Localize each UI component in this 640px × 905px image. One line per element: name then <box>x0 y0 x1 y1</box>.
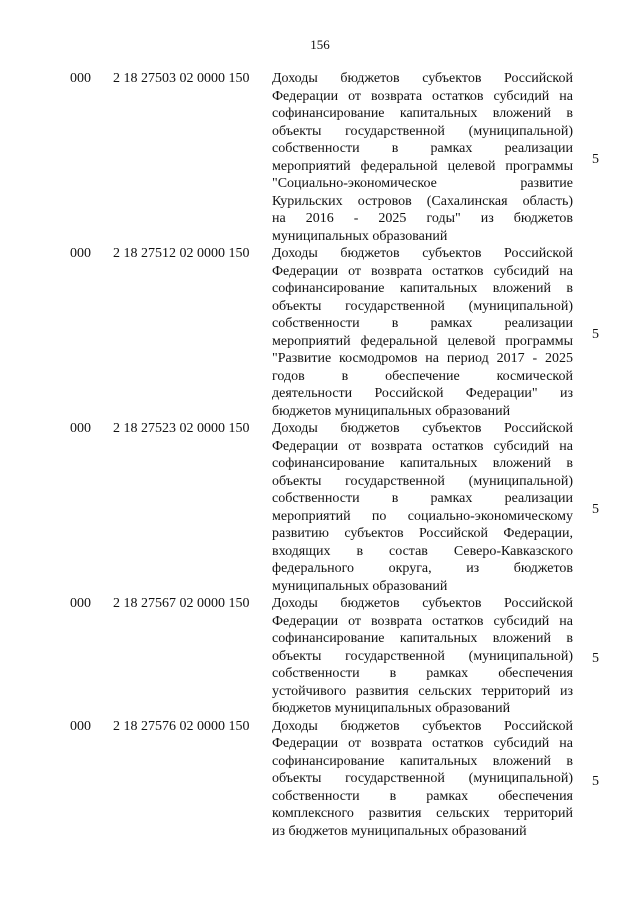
revenue-description <box>272 70 573 245</box>
description-line: объекты государственной (муниципальной) <box>272 298 573 314</box>
description-line: Доходы бюджетов субъектов Российской <box>272 246 573 261</box>
table-row <box>0 595 640 718</box>
description-line: объекты государственной (муниципальной) <box>272 648 573 664</box>
normative-value: 5 <box>592 651 599 666</box>
table-row <box>0 245 640 420</box>
description-line: из бюджетов муниципальных образований <box>272 823 527 839</box>
normative-value: 5 <box>592 773 599 789</box>
description-line: Доходы бюджетов субъектов Российской <box>272 421 573 436</box>
description-line: Курильских островов (Сахалинская область) <box>272 193 573 209</box>
description-line: муниципальных образований <box>272 228 448 244</box>
revenue-description <box>272 595 573 718</box>
description-line: собственности в рамках реализации <box>272 141 573 156</box>
description-line: объекты государственной (муниципальной) <box>272 771 573 786</box>
description-line: Доходы бюджетов субъектов Российской <box>272 71 573 86</box>
description-line: софинансирование капитальных вложений в <box>272 753 573 769</box>
description-line: деятельности Российской Федерации" из <box>272 386 573 401</box>
normative-value: 5 <box>592 502 599 517</box>
table-row <box>0 420 640 595</box>
description-line: Федерации от возврата остатков субсидий на <box>272 613 573 629</box>
description-line: Доходы бюджетов субъектов Российской <box>272 596 573 611</box>
budget-classification-code: 2 18 27503 02 0000 150 <box>113 71 250 86</box>
page-number: 156 <box>310 37 330 52</box>
description-line: устойчивого развития сельских территорий из <box>272 683 573 699</box>
admin-code: 000 <box>70 596 91 611</box>
description-line: собственности в рамках обеспечения <box>272 788 573 804</box>
description-line: мероприятий федеральной целевой программы <box>272 333 573 349</box>
description-line: муниципальных образований <box>272 578 448 594</box>
description-line: собственности в рамках реализации <box>272 491 573 506</box>
description-line: Федерации от возврата остатков субсидий на <box>272 263 573 279</box>
description-line: мероприятий по социально-экономическому <box>272 508 573 524</box>
description-line: "Социально-экономическое развитие <box>272 176 573 191</box>
admin-code: 000 <box>70 718 91 734</box>
description-line: Доходы бюджетов субъектов Российской <box>272 718 573 734</box>
description-line: бюджетов муниципальных образований <box>272 403 511 419</box>
admin-code: 000 <box>70 246 91 261</box>
description-line: софинансирование капитальных вложений в <box>272 106 573 121</box>
normative-value: 5 <box>592 327 599 342</box>
admin-code: 000 <box>70 421 91 436</box>
revenue-description <box>272 420 573 595</box>
description-line: собственности в рамках обеспечения <box>272 666 573 681</box>
budget-classification-code: 2 18 27512 02 0000 150 <box>113 246 250 261</box>
description-line: годов в обеспечение космической <box>272 368 573 384</box>
normative-value: 5 <box>592 152 599 167</box>
table-row <box>0 70 640 245</box>
budget-classification-code: 2 18 27523 02 0000 150 <box>113 421 250 436</box>
budget-code-table <box>0 70 640 840</box>
description-line: комплексного развития сельских территорий <box>272 806 573 821</box>
description-line: федерального округа, из бюджетов <box>272 561 573 576</box>
revenue-description <box>272 718 573 841</box>
budget-classification-code: 2 18 27567 02 0000 150 <box>113 596 250 611</box>
description-line: объекты государственной (муниципальной) <box>272 123 573 139</box>
revenue-description <box>272 245 573 420</box>
description-line: софинансирование капитальных вложений в <box>272 631 573 646</box>
description-line: софинансирование капитальных вложений в <box>272 281 573 296</box>
description-line: собственности в рамках реализации <box>272 316 573 331</box>
description-line: на 2016 - 2025 годы" из бюджетов <box>272 211 573 226</box>
description-line: мероприятий федеральной целевой программы <box>272 158 573 174</box>
admin-code: 000 <box>70 71 91 86</box>
description-line: "Развитие космодромов на период 2017 - 2025 <box>272 351 573 366</box>
budget-classification-code: 2 18 27576 02 0000 150 <box>113 718 250 734</box>
description-line: бюджетов муниципальных образований <box>272 701 511 716</box>
description-line: развитию субъектов Российской Федерации, <box>272 526 573 541</box>
description-line: входящих в состав Северо-Кавказского <box>272 543 573 559</box>
description-line: Федерации от возврата остатков субсидий на <box>272 736 573 751</box>
description-line: объекты государственной (муниципальной) <box>272 473 573 489</box>
description-line: Федерации от возврата остатков субсидий на <box>272 88 573 104</box>
description-line: Федерации от возврата остатков субсидий на <box>272 438 573 454</box>
description-line: софинансирование капитальных вложений в <box>272 456 573 471</box>
table-row <box>0 718 640 841</box>
